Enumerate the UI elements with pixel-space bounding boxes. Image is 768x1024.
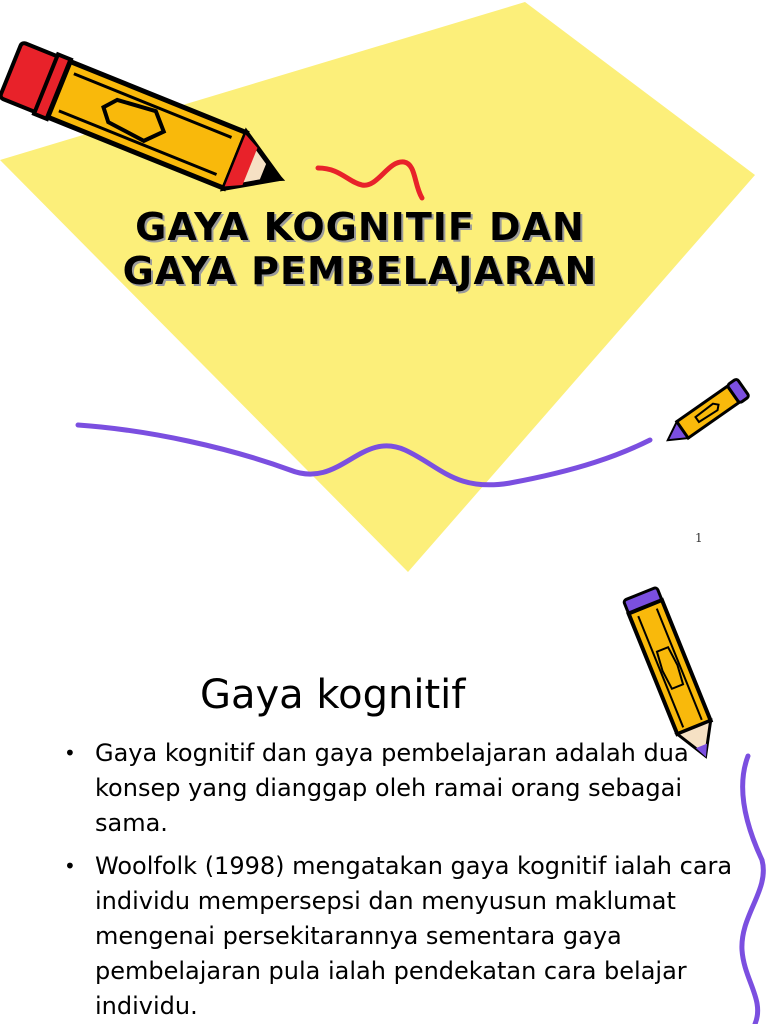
bullet-item <box>62 849 742 1024</box>
content-slide <box>0 580 768 1024</box>
slide-title <box>60 205 660 293</box>
bullet-item <box>62 736 742 841</box>
slide-heading: Gaya kognitif <box>200 672 466 718</box>
bullet-list <box>62 736 742 1024</box>
bullet-symbol: • <box>64 741 76 765</box>
title-line-2: GAYA PEMBELAJARAN <box>122 249 598 293</box>
bullet-symbol: • <box>64 854 76 878</box>
slide-number: 1 <box>695 531 703 545</box>
bullet-text: Gaya kognitif dan gaya pembelajaran adalah dua konsep yang dianggap oleh ramai orang sebagai sama. <box>95 739 689 837</box>
purple-vertical-squiggle <box>742 756 763 1024</box>
small-pencil-icon <box>661 378 749 449</box>
bullet-text: Woolfolk (1998) mengatakan gaya kognitif ialah cara individu mempersepsi dan menyusun maklumat mengenai persekitarannya sementara gaya pembelajaran pula ialah pendekatan cara belajar individu. <box>95 852 733 1020</box>
title-line-1: GAYA KOGNITIF DAN <box>135 205 585 249</box>
